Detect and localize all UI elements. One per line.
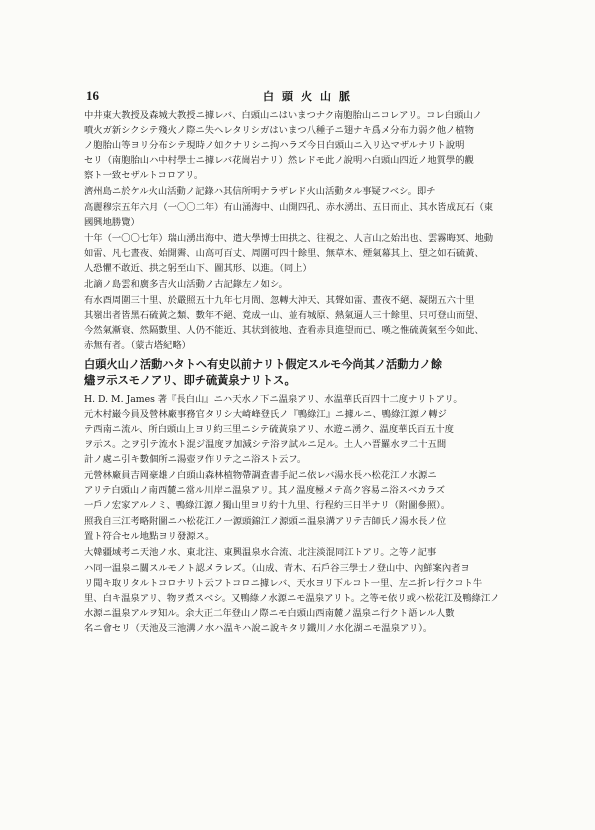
text-line: 計ノ處ニ引キ數個所ニ湯壺ヲ作リテ之ニ浴スト云フ。 — [84, 453, 307, 465]
text-line: ノ胞胎山等ヨリ分布シテ現時ノ如クナリシニ拘ハラズ今日白頭山ニ入リ込マザルナリト說明 — [84, 140, 465, 152]
text-line: 十年（一〇〇七年）瑞山湧出海中、遣大學博士田拱之、往視之、人言山之始出也、雲霧晦冥、地動 — [84, 232, 494, 244]
text-line: 元木村巌今員及營林廠事務官タリシ大崎峰登氏ノ『鴨綠江』ニ據ルニ、鴨綠江源ノ轉ジ — [84, 408, 447, 420]
text-line: 赤無有者。（蒙古塔紀略） — [84, 340, 191, 352]
text-line: 水源ニ温泉アルヲ知ル。余大正二年登山ノ際ニモ白頭山西南麓ノ温泉ニ行クト語レル人數 — [84, 607, 455, 619]
text-line: 大韓疆域考ニ天池ノ水、東北注、東興温泉水合流、北注淡混同江トアリ。之等ノ記事 — [84, 547, 437, 559]
text-line: 中井東大教授及森城大教授ニ據レバ、白頭山ニはいまつナク南胞胎山ニコレアリ。コレ白頭山ノ — [84, 110, 482, 121]
text-line: アリテ白頭山ノ南西麓ニ當ル川岸ニ温泉アリ。其ノ温度極メテ高ク容易ニ浴スベカラズ — [84, 485, 445, 497]
text-line: 噴火ガ新シクシテ殘火ノ際ニ失ヘレタリシガはいまつ八種子ニ翅ナキ爲メ分布力弱ク他ノ植物 — [84, 125, 474, 137]
text-line: テ西南ニ流ル、所白頭山上ヨリ約三里ニシテ硫黃泉アリ、水遊ニ湧ク、温度華氏百五十度 — [84, 423, 454, 435]
text-line: 濟州島ニ於ケル火山活動ノ記錄ハ其信所明ナラザレド火山活動タル事疑フベシ。即チ — [84, 186, 436, 198]
body-text — [84, 108, 535, 636]
text-line: ハ同一温泉ニ關スルモノト認メラレズ。（山成、青木、石戶谷三學士ノ登山中、內鮮案內者ヨ — [84, 562, 470, 574]
running-title: 白頭火山脈 — [263, 90, 358, 103]
page-number: 16 — [86, 88, 99, 103]
text-line: 照我自三江考略附圖ニハ松花江ノ一源頭錦江ノ源頭ニ温泉溝アリテ吉師氏ノ湯水長ノ位 — [84, 516, 447, 528]
text-line: 國興地勝覽） — [84, 216, 140, 228]
text-line: セリ（南胞胎山ハ中村學士ニ據レバ花崗岩ナリ）然レドモ此ノ說明ハ白頭山四近ノ地質學的觀 — [84, 155, 474, 167]
text-line: 高麗穆宗五年六月（一〇〇二年）有山涌海中、山開四孔、赤水湧出、五日而止、其水皆成瓦石（東 — [84, 201, 494, 213]
page-header — [86, 88, 535, 104]
section-heading-line: 白頭火山ノ活動ハタトヘ有史以前ナリト假定スルモ今尚其ノ活動力ノ餘 — [84, 357, 443, 371]
text-line: ヲ示ス。之ヲ引テ流水ト混ジ温度ヲ加減シテ浴ヲ試ルニ足ル。土人ハ晋羅水ヲ二十五間 — [84, 438, 447, 450]
text-line: 今然氣漸衰、然隔數里、人仍不能近、其状到彼地、査看赤貝進望而已、嘆之惟硫黃氣至今如此、 — [84, 325, 484, 337]
text-line: 其嶺出者皆黑石硫黃之類、數年不絕、竟成一山、並有城原、熱氣逼人三十餘里、只可登山而望、 — [84, 310, 484, 322]
text-line: 察ト一致セザルトコロアリ。 — [84, 170, 204, 182]
text-line: 置ト符合セル地點ヨリ發源ス。 — [84, 531, 215, 543]
text-line: 里、白キ温泉アリ、物ヲ煮スベシ。又鴨綠ノ水源ニモ温泉アリト。之等モ依リ或ハ松花江及鴨綠江ノ — [84, 592, 500, 604]
text-line: リ聞キ取リタルトコロナリト云フトコロニ據レバ、天水ヨリ下ルコト一里、左ニ折レ行クコト牛 — [84, 577, 483, 589]
section-heading-line: 燼ヲ示スモノアリ、即チ硫黃泉ナリトス。 — [84, 374, 296, 387]
text-line: 北謫ノ島雲和廣多吉火山活動ノ古記錄左ノ如シ。 — [84, 279, 288, 291]
text-line: 一戶ノ宏家アルノミ、鴨綠江源ノ獨山里ヨリ約十九里、行程約三日半ナリ（附圖參照）。 — [84, 500, 451, 512]
text-line: 有水酉周圍三十里、於嚴照五十九年七月間、忽轉大沖天、其聲如雷、晝夜不絕、凝閉五六十里 — [84, 295, 475, 307]
text-line: 人恐懼不敢近、拱之躬至山下、圖其形、以進。（同上） — [84, 262, 312, 274]
text-line: 名ニ會セリ（天池及三池溝ノ水ハ温キハ說ニ說キタリ鐵川ノ水化湖ニモ温泉アリ）。 — [84, 622, 433, 634]
text-line: 元營林廠員吉岡豪雄ノ白頭山森林植物帶調査書手記ニ依レバ湯水長ハ松花江ノ水源ニ — [84, 469, 437, 481]
text-line: 如雷、凡七晝夜、始開霽、山高可百丈、周圍可四十餘里、無草木、煙氣幕其上、望之如石硫黃、 — [84, 247, 484, 259]
text-line: H. D. M. James 著『長白山』ニハ天水ノ下ニ温泉アリ、水温華氏百四十二度ナリトアリ。 — [84, 393, 463, 405]
